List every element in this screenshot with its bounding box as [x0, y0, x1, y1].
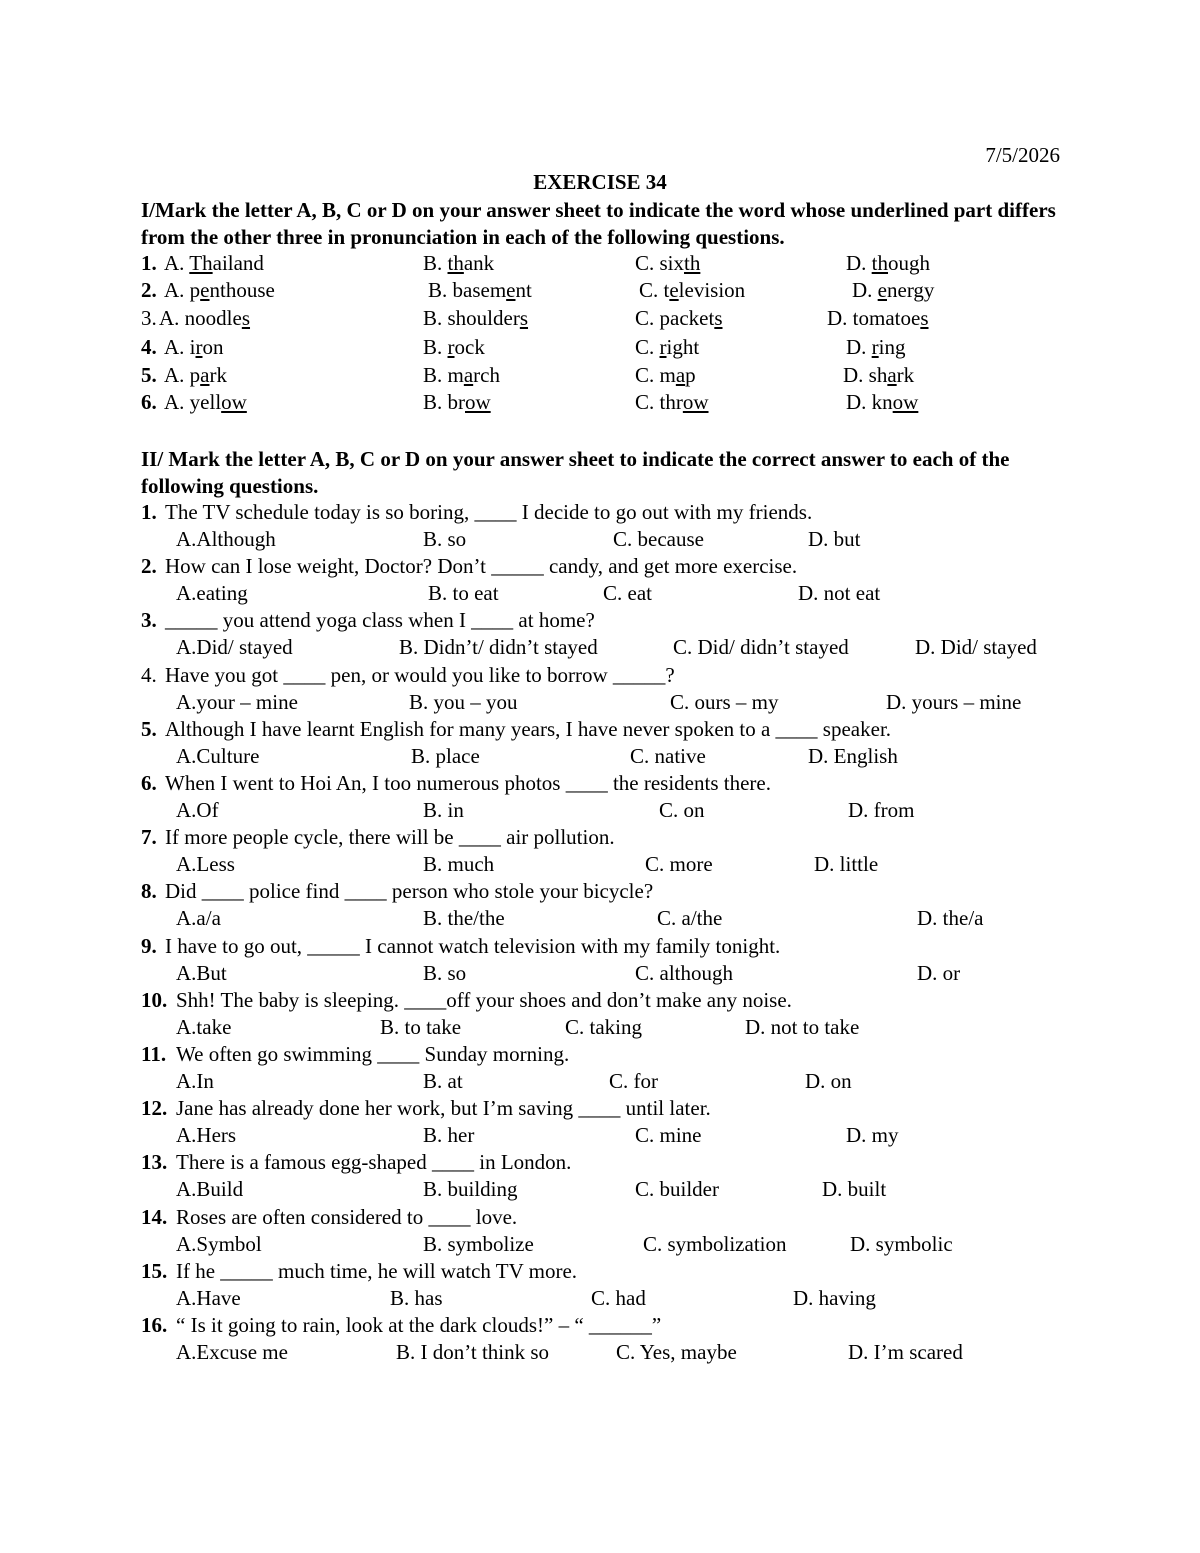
options-row: [0, 852, 1200, 879]
underlined-part: s: [920, 306, 929, 330]
answer-option: D. on: [805, 1069, 852, 1093]
question-text: There is a famous egg-shaped ____ in London.: [176, 1150, 572, 1174]
answer-option: A.Did/ stayed: [176, 635, 293, 659]
answer-option: B. the/the: [423, 906, 505, 930]
answer-option: A.eating: [176, 581, 248, 605]
answer-option: D. built: [822, 1177, 887, 1201]
options-row: [0, 798, 1200, 825]
answer-option: B. shoulders: [423, 306, 529, 330]
question-number: 10.: [141, 988, 168, 1012]
answer-option: B. brow: [423, 390, 491, 414]
answer-option: C. ours – my: [670, 690, 779, 714]
answer-option: D. tomatoes: [827, 306, 929, 330]
answer-option: A.Hers: [176, 1123, 237, 1147]
question-number: 9.: [141, 934, 157, 958]
answer-option: D. symbolic: [850, 1232, 953, 1256]
exercise-title: EXERCISE 34: [533, 170, 667, 194]
answer-option: D. little: [814, 852, 879, 876]
answer-option: B. rock: [423, 335, 485, 359]
answer-option: B. at: [423, 1069, 463, 1093]
underlined-part: r: [195, 335, 203, 359]
question-row: [0, 554, 1200, 581]
answer-option: A.Symbol: [176, 1232, 262, 1256]
answer-option: A.Culture: [176, 744, 260, 768]
answer-option: B. in: [423, 798, 464, 822]
answer-option: C. television: [639, 278, 746, 302]
question-row: [0, 390, 1200, 417]
answer-option: C. mine: [635, 1123, 702, 1147]
answer-option: A.your – mine: [176, 690, 298, 714]
answer-option: D. though: [846, 251, 931, 275]
answer-option: C. native: [630, 744, 706, 768]
answer-option: A. noodles: [159, 306, 251, 330]
question-number: 1.: [141, 500, 157, 524]
answer-option: B. to eat: [428, 581, 499, 605]
question-row: [0, 1205, 1200, 1232]
answer-option: C. packets: [635, 306, 723, 330]
question-row: [0, 335, 1200, 362]
answer-option: A.Have: [176, 1286, 241, 1310]
answer-option: B. Didn’t/ didn’t stayed: [399, 635, 598, 659]
underlined-part: ow: [465, 390, 491, 414]
options-row: [0, 906, 1200, 933]
question-number: 5.: [141, 717, 157, 741]
question-text: “ Is it going to rain, look at the dark clouds!” – “ ______”: [176, 1313, 662, 1337]
answer-option: B. has: [390, 1286, 443, 1310]
options-row: [0, 1177, 1200, 1204]
answer-option: B. basement: [428, 278, 532, 302]
answer-option: B. much: [423, 852, 495, 876]
answer-option: B. so: [423, 961, 467, 985]
underlined-part: th: [684, 251, 701, 275]
question-row: [0, 717, 1200, 744]
question-row: [0, 771, 1200, 798]
answer-option: B. place: [411, 744, 480, 768]
options-row: [0, 744, 1200, 771]
underlined-part: e: [877, 278, 887, 302]
answer-option: A.Build: [176, 1177, 244, 1201]
answer-option: B. you – you: [409, 690, 518, 714]
answer-option: C. Yes, maybe: [616, 1340, 737, 1364]
answer-option: C. on: [659, 798, 705, 822]
question-text: Jane has already done her work, but I’m saving ____ until later.: [176, 1096, 711, 1120]
question-row: [0, 306, 1200, 333]
answer-option: B. thank: [423, 251, 495, 275]
options-row: [0, 690, 1200, 717]
answer-option: C. symbolization: [643, 1232, 787, 1256]
options-row: [0, 581, 1200, 608]
underlined-part: a: [463, 363, 474, 387]
question-row: [0, 879, 1200, 906]
answer-option: A.take: [176, 1015, 232, 1039]
answer-option: D. shark: [843, 363, 915, 387]
question-text: The TV schedule today is so boring, ____ I decide to go out with my friends.: [165, 500, 813, 524]
question-row: [0, 251, 1200, 278]
part1-instruction: I/Mark the letter A, B, C or D on your answer sheet to indicate the word whose underlined part differs from the other three in pronunciation in each of the following questions.: [141, 198, 1056, 249]
underlined-part: ow: [892, 390, 919, 414]
options-row: [0, 1123, 1200, 1150]
answer-option: B. so: [423, 527, 467, 551]
question-row: [0, 934, 1200, 961]
question-text: Although I have learnt English for many years, I have never spoken to a ____ speaker.: [165, 717, 892, 741]
question-row: [0, 1042, 1200, 1069]
answer-option: B. building: [423, 1177, 518, 1201]
question-number: 12.: [141, 1096, 168, 1120]
answer-option: D. know: [846, 390, 919, 414]
date: 7/5/2026: [985, 143, 1060, 167]
question-text: Did ____ police find ____ person who stole your bicycle?: [165, 879, 654, 903]
answer-option: A.Excuse me: [176, 1340, 288, 1364]
underlined-part: e: [506, 278, 516, 302]
answer-option: D. English: [808, 744, 898, 768]
underlined-part: r: [659, 335, 667, 359]
question-number: 15.: [141, 1259, 168, 1283]
question-row: [0, 1313, 1200, 1340]
question-number: 3.: [141, 306, 157, 330]
answer-option: A. park: [164, 363, 227, 387]
answer-option: A.Of: [176, 798, 219, 822]
question-number: 6.: [141, 771, 157, 795]
answer-option: D. but: [808, 527, 861, 551]
answer-option: C. taking: [565, 1015, 642, 1039]
answer-option: D. my: [846, 1123, 899, 1147]
underlined-part: a: [887, 363, 897, 387]
question-text: When I went to Hoi An, I too numerous photos ____ the residents there.: [165, 771, 771, 795]
question-row: [0, 278, 1200, 305]
answer-option: C. had: [591, 1286, 646, 1310]
question-row: [0, 1259, 1200, 1286]
underlined-part: th: [447, 251, 464, 275]
answer-option: C. sixth: [635, 251, 701, 275]
underlined-part: r: [447, 335, 455, 359]
answer-option: C. map: [635, 363, 696, 387]
answer-option: C. more: [645, 852, 713, 876]
answer-option: A. yellow: [164, 390, 247, 414]
underlined-part: a: [675, 363, 686, 387]
answer-option: C. right: [635, 335, 700, 359]
answer-option: D. Did/ stayed: [915, 635, 1037, 659]
options-row: [0, 1340, 1200, 1367]
question-number: 6.: [141, 390, 157, 414]
underlined-part: e: [669, 278, 679, 302]
answer-option: A.Although: [176, 527, 276, 551]
answer-option: A. iron: [164, 335, 224, 359]
options-row: [0, 635, 1200, 662]
answer-option: C. builder: [635, 1177, 719, 1201]
answer-option: C. for: [609, 1069, 658, 1093]
question-row: [0, 1096, 1200, 1123]
question-number: 5.: [141, 363, 157, 387]
answer-option: C. Did/ didn’t stayed: [673, 635, 849, 659]
answer-option: C. eat: [603, 581, 652, 605]
answer-option: B. her: [423, 1123, 475, 1147]
question-text: Have you got ____ pen, or would you like to borrow _____?: [165, 663, 675, 687]
answer-option: B. I don’t think so: [396, 1340, 550, 1364]
answer-option: A.a/a: [176, 906, 221, 930]
question-number: 4.: [141, 335, 157, 359]
answer-option: D. having: [793, 1286, 876, 1310]
question-row: [0, 1150, 1200, 1177]
question-number: 3.: [141, 608, 157, 632]
options-row: [0, 1232, 1200, 1259]
question-row: [0, 663, 1200, 690]
question-number: 2.: [141, 554, 157, 578]
underlined-part: s: [714, 306, 723, 330]
answer-option: A. penthouse: [164, 278, 275, 302]
question-text: If he _____ much time, he will watch TV more.: [176, 1259, 578, 1283]
question-row: [0, 988, 1200, 1015]
answer-option: D. ring: [846, 335, 906, 359]
underlined-part: e: [200, 278, 210, 302]
answer-option: C. a/the: [657, 906, 723, 930]
answer-option: B. to take: [380, 1015, 462, 1039]
answer-option: D. not to take: [745, 1015, 860, 1039]
answer-option: B. march: [423, 363, 500, 387]
underlined-part: s: [241, 306, 251, 330]
underlined-part: ow: [682, 390, 709, 414]
question-row: [0, 363, 1200, 390]
question-row: [0, 500, 1200, 527]
options-row: [0, 527, 1200, 554]
answer-option: A.But: [176, 961, 227, 985]
question-text: Roses are often considered to ____ love.: [176, 1205, 518, 1229]
answer-option: D. yours – mine: [886, 690, 1022, 714]
answer-option: D. the/a: [917, 906, 984, 930]
question-text: If more people cycle, there will be ____ air pollution.: [165, 825, 615, 849]
answer-option: A.In: [176, 1069, 214, 1093]
answer-option: D. energy: [852, 278, 935, 302]
answer-option: D. I’m scared: [848, 1340, 963, 1364]
question-text: _____ you attend yoga class when I ____ at home?: [165, 608, 595, 632]
question-number: 13.: [141, 1150, 168, 1174]
answer-option: A. Thailand: [164, 251, 264, 275]
question-text: We often go swimming ____ Sunday morning.: [176, 1042, 570, 1066]
question-number: 16.: [141, 1313, 168, 1337]
question-number: 11.: [141, 1042, 167, 1066]
answer-option: D. or: [917, 961, 961, 985]
question-row: [0, 825, 1200, 852]
question-number: 4.: [141, 663, 157, 687]
question-text: How can I lose weight, Doctor? Don’t _____ candy, and get more exercise.: [165, 554, 798, 578]
answer-option: B. symbolize: [423, 1232, 534, 1256]
question-number: 8.: [141, 879, 157, 903]
underlined-part: r: [871, 335, 879, 359]
underlined-part: th: [871, 251, 889, 275]
answer-option: C. because: [613, 527, 704, 551]
underlined-part: Th: [189, 251, 213, 275]
question-number: 7.: [141, 825, 157, 849]
question-number: 14.: [141, 1205, 168, 1229]
underlined-part: ow: [221, 390, 247, 414]
answer-option: A.Less: [176, 852, 235, 876]
options-row: [0, 961, 1200, 988]
question-text: I have to go out, _____ I cannot watch television with my family tonight.: [165, 934, 781, 958]
answer-option: D. from: [848, 798, 915, 822]
answer-option: C. throw: [635, 390, 709, 414]
question-text: Shh! The baby is sleeping. ____off your shoes and don’t make any noise.: [176, 988, 792, 1012]
answer-option: C. although: [635, 961, 733, 985]
underlined-part: a: [200, 363, 210, 387]
options-row: [0, 1286, 1200, 1313]
question-number: 2.: [141, 278, 157, 302]
options-row: [0, 1069, 1200, 1096]
underlined-part: s: [519, 306, 529, 330]
options-row: [0, 1015, 1200, 1042]
question-row: [0, 608, 1200, 635]
question-number: 1.: [141, 251, 157, 275]
answer-option: D. not eat: [798, 581, 881, 605]
part2-instruction: II/ Mark the letter A, B, C or D on your answer sheet to indicate the correct answer to each of the following questions.: [141, 447, 1010, 498]
